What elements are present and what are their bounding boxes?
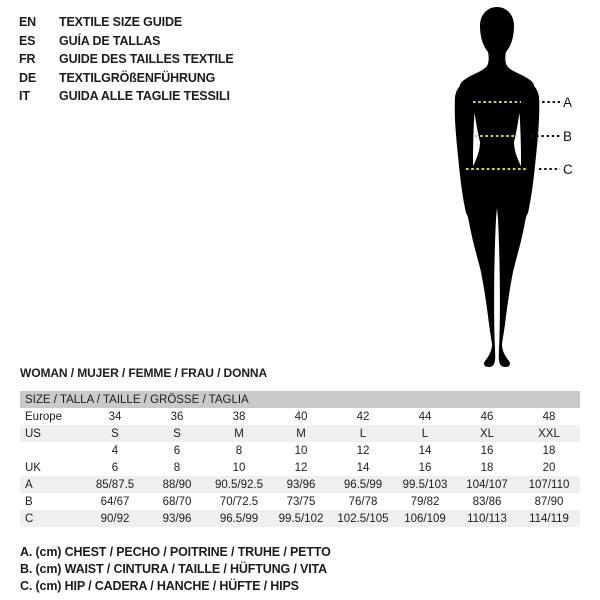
size-cell: 110/113: [456, 510, 518, 527]
size-cell: 6: [173, 444, 181, 457]
size-cell: S: [146, 425, 208, 442]
table-row: [20, 425, 580, 442]
size-cell: 104/107: [456, 476, 518, 493]
size-cell: 16: [418, 461, 432, 474]
size-cell: 96.5/99: [208, 510, 270, 527]
language-row: [19, 32, 234, 51]
size-cell: 44: [418, 410, 432, 423]
silhouette-right-arm: [518, 80, 539, 218]
size-cell: M: [270, 425, 332, 442]
size-cell: 10: [232, 461, 246, 474]
size-cell: 10: [294, 444, 308, 457]
size-cell: 114/119: [518, 510, 580, 527]
size-cell: 12: [356, 444, 370, 457]
table-header-row: [20, 391, 580, 408]
language-list: [19, 13, 234, 106]
row-label: C: [20, 510, 84, 527]
size-cell: 70/72.5: [219, 495, 259, 508]
language-label: GUÍA DE TALLAS: [59, 33, 161, 48]
size-cell: 40: [294, 410, 308, 423]
size-cell: 85/87.5: [84, 476, 146, 493]
language-code: FR: [19, 52, 36, 66]
table-row: [20, 510, 580, 527]
language-row: [19, 87, 234, 106]
size-cell: 42: [356, 410, 370, 423]
size-cell: 83/86: [472, 495, 502, 508]
size-cell: 14: [418, 444, 432, 457]
marker-label-b: B: [563, 129, 573, 144]
size-cell: 36: [170, 410, 184, 423]
size-cell: 99.5/102: [270, 510, 332, 527]
size-cell: 73/75: [286, 495, 316, 508]
language-code: DE: [19, 70, 37, 85]
size-cell: 14: [356, 461, 370, 474]
table-row: [20, 476, 580, 493]
size-cell: 106/109: [394, 510, 456, 527]
language-code: IT: [19, 89, 30, 103]
section-title: WOMAN / MUJER / FEMME / FRAU / DONNA: [20, 366, 268, 380]
woman-silhouette: [413, 4, 578, 369]
table-row: [20, 408, 580, 425]
size-cell: 90/92: [84, 510, 146, 527]
measurement-legend: [20, 544, 331, 596]
size-cell: 88/90: [146, 476, 208, 493]
size-cell: 8: [235, 444, 243, 457]
legend-line: A. (cm) CHEST / PECHO / POITRINE / TRUHE / PETTO: [20, 545, 331, 559]
size-cell: XXL: [518, 425, 580, 442]
size-cell: 46: [480, 410, 494, 423]
table-header: SIZE / TALLA / TAILLE / GRÖSSE / TAGLIA: [20, 391, 580, 408]
size-cell: 38: [232, 410, 246, 423]
marker-label-c: C: [563, 162, 573, 177]
size-cell: 68/70: [162, 495, 192, 508]
size-cell: 6: [111, 461, 119, 474]
silhouette-left-arm: [455, 80, 476, 218]
language-label: GUIDE DES TAILLES TEXTILE: [59, 52, 234, 66]
size-cell: 20: [542, 461, 556, 474]
size-cell: XL: [456, 425, 518, 442]
size-cell: 102.5/105: [332, 510, 394, 527]
size-table-body: [20, 408, 580, 527]
language-row: [19, 13, 234, 32]
size-cell: 34: [108, 410, 122, 423]
language-code: ES: [19, 33, 36, 48]
size-cell: 48: [542, 410, 556, 423]
row-label: US: [20, 425, 84, 442]
row-label: [20, 442, 84, 459]
size-cell: S: [84, 425, 146, 442]
size-table: [20, 391, 580, 527]
legend-line: C. (cm) HIP / CADERA / HANCHE / HÜFTE / HIPS: [20, 579, 299, 594]
size-cell: 18: [480, 461, 494, 474]
language-code: EN: [19, 15, 37, 29]
size-cell: L: [332, 425, 394, 442]
size-cell: 76/78: [348, 495, 378, 508]
size-cell: 87/90: [534, 495, 564, 508]
size-cell: 93/96: [146, 510, 208, 527]
size-cell: 93/96: [270, 476, 332, 493]
figure-area: [413, 4, 600, 369]
size-cell: 4: [111, 444, 119, 457]
size-cell: 96.5/99: [332, 476, 394, 493]
size-cell: 99.5/103: [394, 476, 456, 493]
table-row: [20, 442, 580, 459]
size-cell: 12: [294, 461, 308, 474]
size-cell: 64/67: [100, 495, 130, 508]
table-row: [20, 493, 580, 510]
row-label: UK: [25, 461, 41, 474]
size-cell: 16: [480, 444, 494, 457]
size-cell: L: [394, 425, 456, 442]
row-label: Europe: [25, 410, 63, 423]
size-cell: 18: [542, 444, 556, 457]
language-row: [19, 69, 234, 88]
language-label: TEXTILE SIZE GUIDE: [59, 15, 183, 29]
legend-line: B. (cm) WAIST / CINTURA / TAILLE / HÜFTUNG / VITA: [20, 562, 327, 577]
row-label: B: [25, 495, 33, 508]
row-label: A: [20, 476, 84, 493]
size-cell: 107/110: [518, 476, 580, 493]
size-cell: 8: [173, 461, 181, 474]
language-row: [19, 50, 234, 69]
size-cell: 79/82: [410, 495, 440, 508]
size-cell: M: [208, 425, 270, 442]
size-cell: 90.5/92.5: [208, 476, 270, 493]
marker-label-a: A: [563, 95, 573, 110]
language-label: TEXTILGRÖßENFÜHRUNG: [59, 70, 216, 85]
table-row: [20, 459, 580, 476]
language-label: GUIDA ALLE TAGLIE TESSILI: [59, 89, 230, 103]
